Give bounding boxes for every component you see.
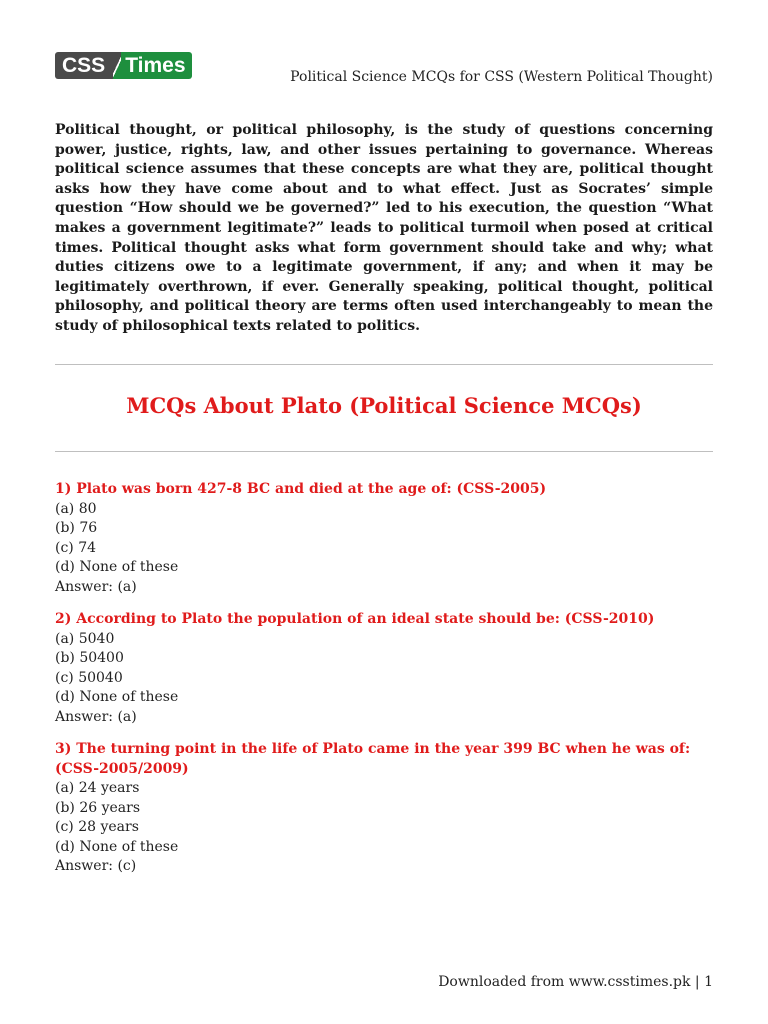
question-list xyxy=(55,480,717,890)
divider-top xyxy=(55,364,713,365)
header-title: Political Science MCQs for CSS (Western Political Thought) xyxy=(290,69,713,85)
answer: Answer: (a) xyxy=(55,578,137,595)
option-a: (a) 80 xyxy=(55,500,97,517)
option-d: (d) None of these xyxy=(55,838,179,855)
intro-paragraph: Political thought, or political philosophy, is the study of questions concerning power, justice, rights, law, and other issues pertaining to governance. Whereas political science assumes that these concepts are what they are, political thought asks how they have come about and to what effect. Just as Socrates’ simple question “How should we be governed?” led to his execution, the question “What makes a government legitimate?” leads to political turmoil when posed at critical times. Political thought asks what form government should take and why; what duties citizens owe to a legitimate government, if any; and when it may be legitimately overthrown, if ever. Generally speaking, political thought, political philosophy, and political theory are terms often used interchangeably to mean the study of philosophical texts related to politics. xyxy=(55,122,713,334)
option-c: (c) 50040 xyxy=(55,669,123,686)
question-1 xyxy=(55,480,717,597)
csstimes-logo xyxy=(55,52,192,79)
footer-source-link[interactable]: Downloaded from www.csstimes.pk | 1 xyxy=(438,974,713,990)
option-b: (b) 76 xyxy=(55,520,98,537)
option-b: (b) 26 years xyxy=(55,799,141,816)
option-b: (b) 50400 xyxy=(55,650,124,667)
answer: Answer: (c) xyxy=(55,858,137,875)
section-heading: MCQs About Plato (Political Science MCQs) xyxy=(126,393,642,418)
question-text: 1) Plato was born 427-8 BC and died at the age of: (CSS-2005) xyxy=(55,481,547,497)
question-text: 3) The turning point in the life of Plato came in the year 399 BC when he was of: (CSS-2005/2009) xyxy=(55,741,691,777)
option-c: (c) 74 xyxy=(55,539,97,556)
logo-slash xyxy=(113,52,121,79)
question-3 xyxy=(55,740,717,877)
question-text: 2) According to Plato the population of an ideal state should be: (CSS-2010) xyxy=(55,611,655,628)
answer: Answer: (a) xyxy=(55,708,137,725)
logo-css-text: CSS xyxy=(55,52,113,79)
option-a: (a) 5040 xyxy=(55,630,115,647)
option-c: (c) 28 years xyxy=(55,819,139,836)
divider-bottom xyxy=(55,451,713,452)
logo-times-text: Times xyxy=(121,52,191,79)
question-2 xyxy=(55,610,717,727)
option-d: (d) None of these xyxy=(55,559,179,576)
option-a: (a) 24 years xyxy=(55,780,140,797)
option-d: (d) None of these xyxy=(55,689,179,706)
